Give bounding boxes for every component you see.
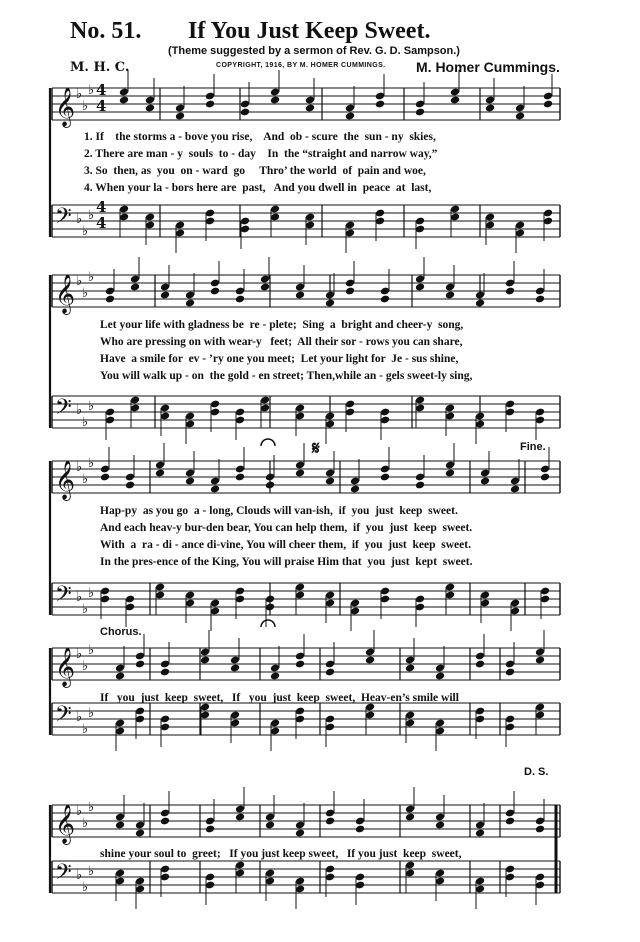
notehead [510, 485, 520, 494]
notehead [535, 656, 545, 665]
notehead [345, 287, 355, 296]
notehead [515, 112, 525, 121]
key-flat: ♭ [88, 208, 95, 223]
notehead [450, 96, 460, 105]
notehead [135, 660, 145, 669]
notehead [405, 813, 415, 822]
notehead [325, 477, 335, 486]
notehead [130, 283, 140, 292]
key-flat: ♭ [76, 647, 83, 662]
verse-4-line-3: In the pres-ence of the King, You will praise Him that you just kept sweet. [100, 556, 473, 568]
notehead [535, 825, 545, 834]
notehead [355, 825, 365, 834]
verse-2-line-1: 2. There are man - y souls to - day In the “straight and narrow way,” [84, 148, 438, 160]
fermata [261, 439, 275, 446]
notehead [160, 291, 170, 300]
notehead [270, 96, 280, 105]
notehead [160, 668, 170, 677]
verse-1-line-1: 1. If the storms a - bove you rise, And ob - scure the sun - ny skies, [84, 131, 436, 143]
key-flat: ♭ [76, 274, 83, 289]
time-signature: 4 [96, 214, 107, 232]
key-flat: ♭ [88, 643, 95, 658]
treble-clef: 𝄞 [55, 87, 76, 127]
notehead [235, 813, 245, 822]
chorus-line-2: shine your soul to greet; If you just keep sweet, If you just keep sweet, [100, 848, 462, 860]
notehead [475, 829, 485, 838]
key-flat: ♭ [76, 212, 83, 227]
notehead [445, 469, 455, 478]
hymn-title: If You Just Keep Sweet. [188, 18, 431, 44]
key-flat: ♭ [82, 816, 89, 831]
notehead [210, 287, 220, 296]
key-flat: ♭ [76, 804, 83, 819]
notehead [435, 672, 445, 681]
notehead [365, 656, 375, 665]
notehead [265, 821, 275, 830]
bass-clef: 𝄢 [55, 702, 72, 732]
key-flat: ♭ [82, 880, 89, 895]
notehead [380, 295, 390, 304]
notehead [235, 295, 245, 304]
key-flat: ♭ [76, 403, 83, 418]
bass-clef: 𝄢 [55, 860, 72, 890]
notehead [235, 473, 245, 482]
notehead [305, 104, 315, 113]
key-flat: ♭ [82, 659, 89, 674]
notehead [230, 664, 240, 673]
bass-clef: 𝄢 [55, 204, 72, 234]
notehead [160, 817, 170, 826]
key-flat: ♭ [76, 87, 83, 102]
chorus-heading: Chorus. [100, 626, 142, 638]
ds-mark: D. S. [524, 766, 549, 778]
notehead [200, 656, 210, 665]
verse-1-line-2: Let your life with gladness be re - plete; Sing a bright and cheer-y song, [100, 319, 464, 331]
notehead [295, 291, 305, 300]
notehead [350, 485, 360, 494]
notehead [475, 299, 485, 308]
verse-2-line-2: Who are pressing on with wear-y feet; All their sor - rows you can share, [100, 336, 463, 348]
fine-mark: Fine. [520, 441, 546, 453]
bass-clef: 𝄢 [55, 395, 72, 425]
notehead [260, 283, 270, 292]
notehead [145, 104, 155, 113]
notehead [295, 660, 305, 669]
key-flat: ♭ [88, 864, 95, 879]
key-flat: ♭ [88, 800, 95, 815]
notehead [435, 821, 445, 830]
notehead [125, 481, 135, 490]
key-flat: ♭ [76, 710, 83, 725]
notehead [325, 817, 335, 826]
notehead [405, 664, 415, 673]
notehead [415, 481, 425, 490]
treble-clef: 𝄞 [55, 647, 76, 687]
notehead [505, 817, 515, 826]
notehead [210, 485, 220, 494]
notehead [505, 668, 515, 677]
treble-clef: 𝄞 [55, 804, 76, 844]
key-flat: ♭ [88, 456, 95, 471]
verse-4-line-2: You will walk up - on the gold - en street; Then,while an - gels sweet-ly sing, [100, 370, 473, 382]
verse-3-line-2: Have a smile for ev - ’ry one you meet; Let your light for Je - sus shine, [100, 353, 459, 365]
segno-sign: 𝄋 [312, 438, 320, 458]
hymn-number: No. 51. [70, 18, 142, 44]
key-flat: ♭ [82, 472, 89, 487]
notehead [345, 112, 355, 121]
time-signature: 4 [96, 81, 107, 99]
notehead [270, 672, 280, 681]
verse-2-line-3: And each heav-y bur-den bear, You can help them, if you just keep sweet. [100, 522, 473, 534]
copyright-notice: COPYRIGHT, 1916, BY M. HOMER CUMMINGS. [216, 62, 386, 69]
treble-clef: 𝄞 [55, 460, 76, 500]
notehead [480, 477, 490, 486]
notehead [380, 473, 390, 482]
key-flat: ♭ [82, 99, 89, 114]
key-flat: ♭ [82, 415, 89, 430]
key-flat: ♭ [88, 83, 95, 98]
notehead [445, 291, 455, 300]
notehead [155, 469, 165, 478]
time-signature: 4 [96, 97, 107, 115]
verse-3-line-3: With a ra - di - ance di-vine, You will cheer them, if you just keep sweet. [100, 539, 471, 551]
key-flat: ♭ [76, 590, 83, 605]
key-flat: ♭ [88, 706, 95, 721]
notehead [265, 481, 275, 490]
notehead [240, 108, 250, 117]
key-flat: ♭ [82, 224, 89, 239]
notehead [295, 469, 305, 478]
notehead [543, 100, 553, 109]
notehead [205, 100, 215, 109]
key-flat: ♭ [88, 270, 95, 285]
notehead [185, 477, 195, 486]
lyricist-initials: M. H. C. [70, 60, 130, 75]
composer-name: M. Homer Cummings. [416, 59, 560, 75]
time-signature: 4 [96, 198, 107, 216]
treble-clef: 𝄞 [55, 274, 76, 314]
chorus-line-1: If you just keep sweet, If you just keep sweet, Heav-en’s smile will [100, 692, 459, 704]
notehead [375, 100, 385, 109]
notehead [115, 821, 125, 830]
notehead [115, 672, 125, 681]
verse-4-line-1: 4. When your la - bors here are past, And you dwell in peace at last, [84, 182, 432, 194]
key-flat: ♭ [88, 399, 95, 414]
notehead [205, 825, 215, 834]
notehead [100, 473, 110, 482]
notehead [325, 299, 335, 308]
notehead [135, 829, 145, 838]
key-flat: ♭ [82, 602, 89, 617]
notehead [105, 295, 115, 304]
notehead [485, 104, 495, 113]
notehead [325, 668, 335, 677]
notehead [475, 660, 485, 669]
key-flat: ♭ [82, 286, 89, 301]
notehead [295, 829, 305, 838]
notehead [119, 96, 129, 105]
notehead [185, 299, 195, 308]
notehead [540, 473, 550, 482]
key-flat: ♭ [76, 460, 83, 475]
verse-1-line-3: Hap-py as you go a - long, Clouds will van-ish, if you just keep sweet. [100, 505, 458, 517]
hymn-subtitle: (Theme suggested by a sermon of Rev. G. D. Sampson.) [168, 45, 460, 57]
notehead [415, 108, 425, 117]
fermata [261, 620, 275, 627]
notehead [535, 295, 545, 304]
notehead [175, 112, 185, 121]
verse-3-line-1: 3. So then, as you on - ward go Thro’ the world of pain and woe, [84, 165, 426, 177]
notehead [505, 287, 515, 296]
notehead [415, 283, 425, 292]
key-flat: ♭ [82, 722, 89, 737]
key-flat: ♭ [76, 868, 83, 883]
key-flat: ♭ [88, 586, 95, 601]
bass-clef: 𝄢 [55, 582, 72, 612]
